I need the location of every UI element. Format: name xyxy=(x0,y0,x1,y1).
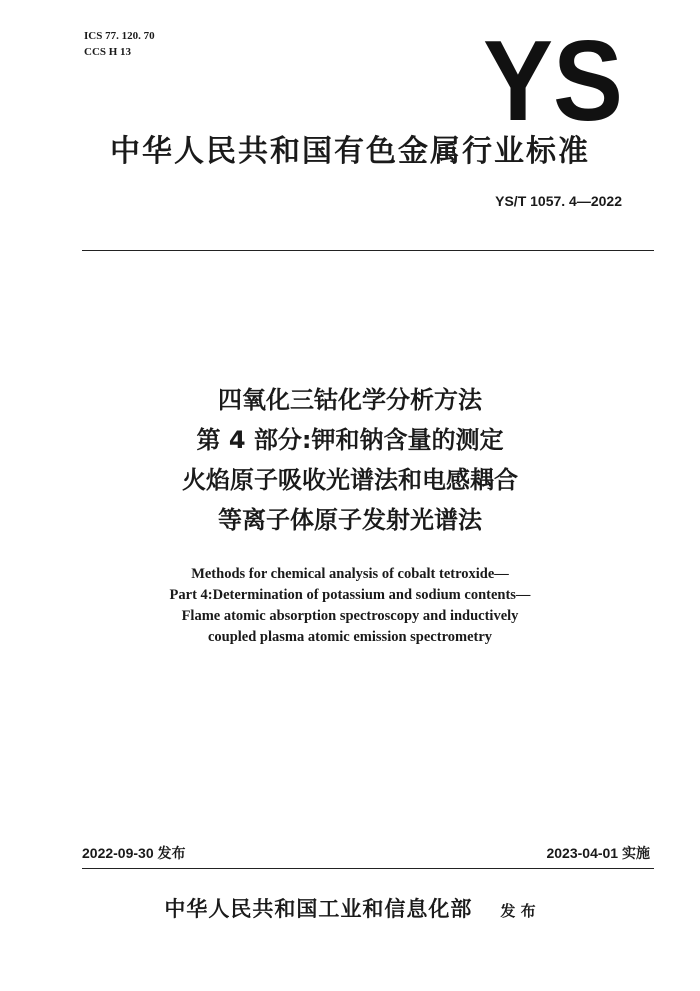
implementation-date: 2023-04-01 实施 xyxy=(546,845,650,861)
issuer-suffix: 发 布 xyxy=(500,902,536,920)
classification-codes xyxy=(84,28,155,60)
chinese-title-line: 第 4 部分:钾和钠含量的测定 xyxy=(196,426,504,454)
ics-code: ICS 77. 120. 70 xyxy=(84,30,155,42)
chinese-title xyxy=(0,380,700,540)
chinese-title-line: 四氧化三钴化学分析方法 xyxy=(218,386,482,414)
chinese-title-line: 等离子体原子发射光谱法 xyxy=(218,506,482,534)
english-title-line: Flame atomic absorption spectroscopy and inductively xyxy=(181,608,519,624)
english-title-line: Part 4:Determination of potassium and sodium contents— xyxy=(169,587,531,603)
ys-logo-mark xyxy=(482,24,624,128)
header-divider xyxy=(82,250,654,251)
issuing-authority xyxy=(0,893,700,923)
ys-logo-text: YS xyxy=(483,24,623,128)
standard-number: YS/T 1057. 4—2022 xyxy=(495,193,622,209)
english-title-line: coupled plasma atomic emission spectrometry xyxy=(207,629,493,645)
english-title-line: Methods for chemical analysis of cobalt tetroxide— xyxy=(191,566,509,582)
chinese-title-line: 火焰原子吸收光谱法和电感耦合 xyxy=(182,466,518,494)
footer-divider xyxy=(82,868,654,869)
standard-category-title: 中华人民共和国有色金属行业标准 xyxy=(110,134,590,169)
issue-date: 2022-09-30 发布 xyxy=(82,845,186,861)
ccs-code: CCS H 13 xyxy=(84,46,132,58)
english-title xyxy=(0,564,700,648)
ys-logo xyxy=(482,24,624,128)
issuer-name: 中华人民共和国工业和信息化部 xyxy=(164,896,473,921)
